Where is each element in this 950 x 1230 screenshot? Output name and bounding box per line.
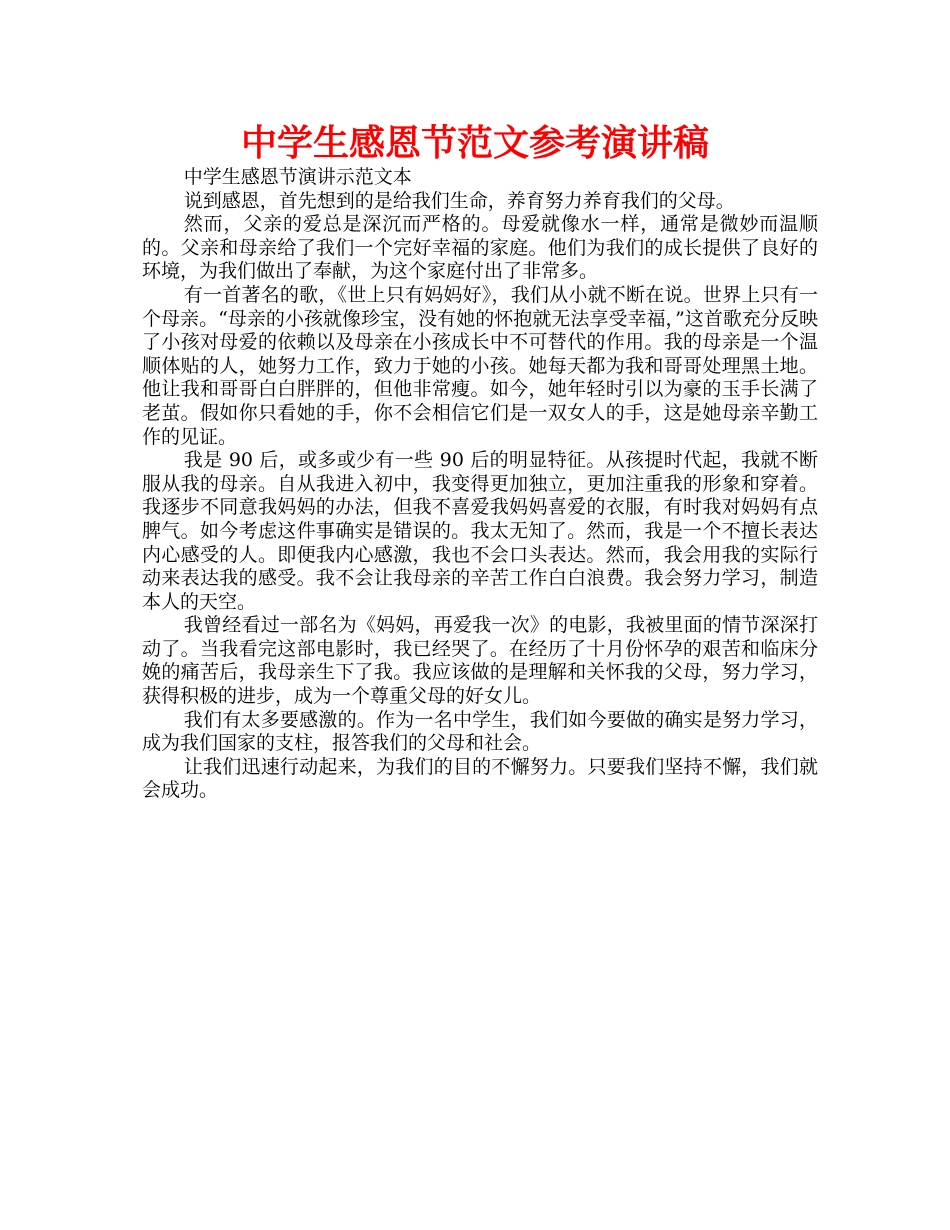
paragraph-subtitle: 中学生感恩节演讲示范文本 bbox=[183, 166, 412, 188]
paragraph: 说到感恩，首先想到的是给我们生命，养育努力养育我们的父母。 bbox=[183, 189, 735, 212]
paragraph: 让我们迅速行动起来，为我们的目的不懈努力。只要我们坚持不懈，我们就会成功。 bbox=[142, 755, 818, 802]
paragraph: 我是 90 后，或多或少有一些 90 后的明显特征。从孩提时代起，我就不断服从我的母亲。自从我进入初中，我变得更加独立，更加注重我的形象和穿着。我逐步不同意我妈妈的办法，但我不喜爱我妈妈喜爱的衣服，有时我对妈妈有点脾气。如今考虑这件事确实是错误的。我太无知了。然而，我是一个不擅长表达内心感受的人。即便我内心感激，我也不会口头表达。然而，我会用我的实际行动来表达我的感受。我不会让我母亲的辛苦工作白白浪费。我会努力学习，制造本人的天空。 bbox=[142, 449, 818, 613]
document-title: 中学生感恩节范文参考演讲稿 bbox=[240, 123, 709, 164]
document-body bbox=[142, 166, 818, 803]
paragraph: 我曾经看过一部名为《妈妈，再爱我一次》的电影，我被里面的情节深深打动了。当我看完这部电影时，我已经哭了。在经历了十月份怀孕的艰苦和临床分娩的痛苦后，我母亲生下了我。我应该做的是理解和关怀我的父母，努力学习，获得积极的进步，成为一个尊重父母的好女儿。 bbox=[142, 614, 818, 708]
paragraph: 然而，父亲的爱总是深沉而严格的。母爱就像水一样，通常是微妙而温顺的。父亲和母亲给了我们一个完好幸福的家庭。他们为我们的成长提供了良好的环境，为我们做出了奉献，为这个家庭付出了非常多。 bbox=[142, 213, 818, 283]
paragraph: 我们有太多要感激的。作为一名中学生，我们如今要做的确实是努力学习，成为我们国家的支柱，报答我们的父母和社会。 bbox=[142, 708, 818, 755]
paragraph: 有一首著名的歌，《世上只有妈妈好》，我们从小就不断在说。世界上只有一个母亲。“母亲的小孩就像珍宝，没有她的怀抱就无法享受幸福，”这首歌充分反映了小孩对母爱的依赖以及母亲在小孩成长中不可替代的作用。我的母亲是一个温顺体贴的人，她努力工作，致力于她的小孩。她每天都为我和哥哥处理黑土地。他让我和哥哥白白胖胖的，但他非常瘦。如今，她年轻时引以为豪的玉手长满了老茧。假如你只看她的手，你不会相信它们是一双女人的手，这是她母亲辛勤工作的见证。 bbox=[142, 283, 818, 448]
